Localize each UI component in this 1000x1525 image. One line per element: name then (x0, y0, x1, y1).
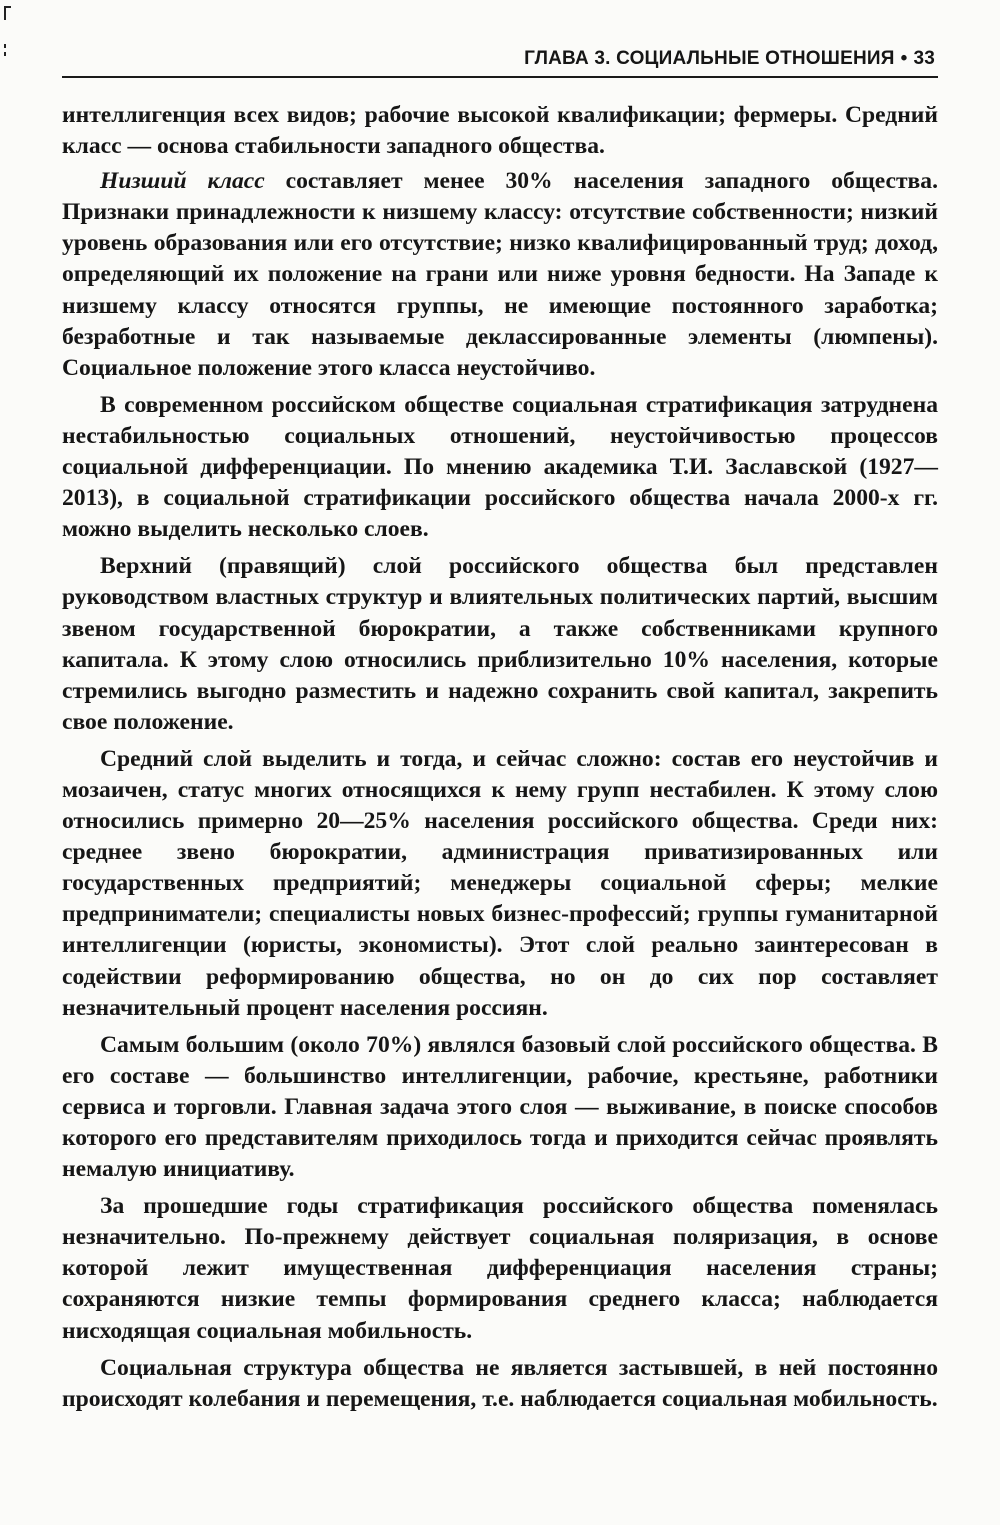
paragraph: интеллигенция всех видов; рабочие высокой квалификации; фермеры. Средний класс — основа стабильности западного общества. (62, 102, 938, 160)
crop-mark (4, 6, 12, 66)
term-lower-class: Низший класс (100, 168, 265, 195)
paragraph: В современном российском обществе социальная стратификация затруднена нестабильностью социальных отношений, неустойчивостью процессов социальной дифференциации. По мнению академика Т.И. Заславской (1927—2013), в социальной стратификации российского общества начала 2000-х гг. можно выделить несколько слоев. (62, 391, 938, 543)
chapter-title: ГЛАВА 3. СОЦИАЛЬНЫЕ ОТНОШЕНИЯ (524, 48, 895, 69)
header-rule (62, 76, 938, 78)
paragraph: Социальная структура общества не является застывшей, в ней постоянно происходят колебания и перемещения, т.е. наблюдается социальная мобильность. (62, 1354, 938, 1412)
header-separator: • (900, 48, 908, 69)
paragraph: Средний слой выделить и тогда, и сейчас сложно: состав его неустойчив и мозаичен, статус многих относящихся к нему групп нестабилен. К этому слою относились примерно 20—25% населения российского общества. Среди них: среднее звено бюрократии, администрация приватизированных или государственных предприятий; менеджеры социальной сферы; мелкие предприниматели; специалисты новых бизнес-профессий; группы гуманитарной интеллигенции (юристы, экономисты). Этот слой реально заинтересован в содействии реформированию общества, но он до сих пор составляет незначительный процент населения россиян. (62, 745, 938, 1021)
paragraph-lower-class (62, 166, 938, 384)
running-header (524, 47, 935, 71)
paragraph: Самым большим (около 70%) являлся базовый слой российского общества. В его составе — большинство интеллигенции, рабочие, крестьяне, работники сервиса и торговли. Главная задача этого слоя — выживание, в поиске способов которого его представителям приходилось тогда и приходится сейчас проявлять немалую инициативу. (62, 1031, 938, 1183)
body-text (62, 100, 938, 1415)
paragraph-text: составляет менее 30% населения западного общества. Признаки принадлежности к низшему классу: отсутствие собственности; низкий уровень образования или его отсутствие; низко квалифицированный труд; доход, определяющий их положение на грани или ниже уровня бедности. На Западе к низшему классу относятся группы, не имеющие постоянного заработка; безработные и так называемые деклассированные элементы (люмпены). Социальное положение этого класса неустойчиво. (62, 168, 938, 381)
paragraph: Верхний (правящий) слой российского общества был представлен руководством властных структур и влиятельных политических партий, высшим звеном государственной бюрократии, а также собственниками крупного капитала. К этому слою относились приблизительно 10% населения, которые стремились выгодно разместить и надежно сохранить свой капитал, закрепить свое положение. (62, 553, 938, 735)
paragraph: За прошедшие годы стратификация российского общества поменялась незначительно. По-прежнему действует социальная поляризация, в основе которой лежит имущественная дифференциация населения страны; сохраняются низкие темпы формирования среднего класса; наблюдается нисходящая социальная мобильность. (62, 1193, 938, 1344)
page-number: 33 (913, 48, 935, 69)
